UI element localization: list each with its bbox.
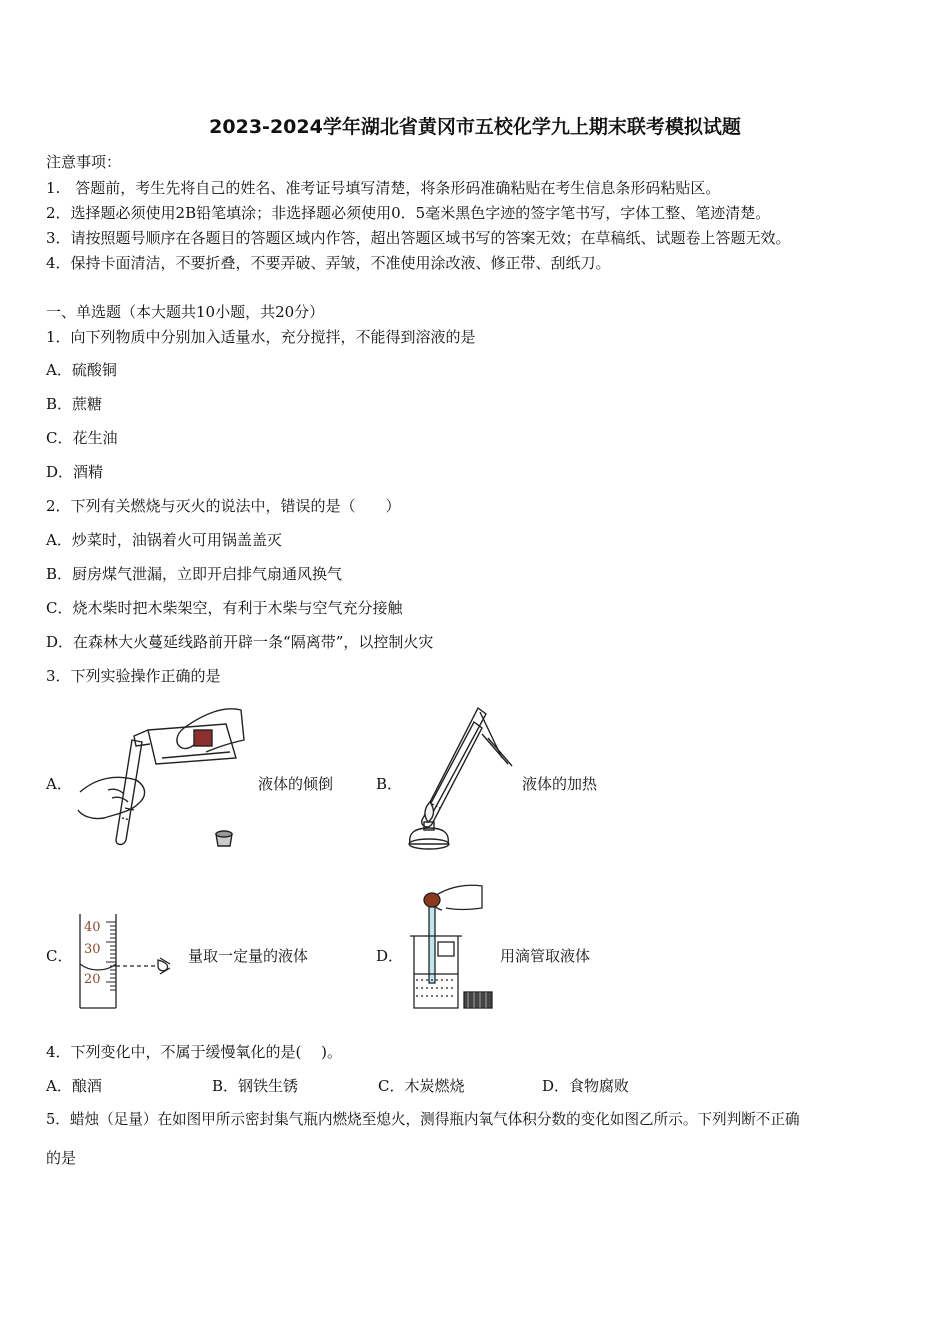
question-1-stem: 1．向下列物质中分别加入适量水，充分搅拌，不能得到溶液的是 xyxy=(46,328,476,346)
question-2-option-b: B．厨房煤气泄漏，立即开启排气扇通风换气 xyxy=(46,565,343,583)
question-3-option-a-caption: 液体的倾倒 xyxy=(258,775,334,793)
question-1-option-c: C．花生油 xyxy=(46,429,118,447)
question-3-stem: 3．下列实验操作正确的是 xyxy=(46,667,221,685)
question-2-option-c: C．烧木柴时把木柴架空，有利于木柴与空气充分接触 xyxy=(46,599,403,617)
question-3-option-c-letter: C． xyxy=(46,947,73,965)
question-4-option-b: B．钢铁生锈 xyxy=(212,1077,299,1095)
question-1-option-d: D．酒精 xyxy=(46,463,104,481)
page-title: 2023-2024学年湖北省黄冈市五校化学九上期末联考模拟试题 xyxy=(209,116,741,138)
pour-liquid-illustration xyxy=(76,700,256,852)
cylinder-mark-30: 30 xyxy=(84,942,101,957)
notice-heading: 注意事项： xyxy=(46,153,122,171)
section-heading: 一、单选题（本大题共10小题，共20分） xyxy=(46,303,325,321)
notice-item: 3．请按照题号顺序在各题目的答题区域内作答，超出答题区域书写的答案无效；在草稿纸、试题卷上答题无效。 xyxy=(46,229,791,247)
notice-item: 4．保持卡面清洁，不要折叠，不要弄破、弄皱，不准使用涂改液、修正带、刮纸刀。 xyxy=(46,254,611,272)
notice-item: 2．选择题必须使用2B铅笔填涂；非选择题必须使用0．5毫米黑色字迹的签字笔书写，字体工整、笔迹清楚。 xyxy=(46,204,771,222)
question-4-stem: 4．下列变化中，不属于缓慢氧化的是( )。 xyxy=(46,1043,343,1061)
question-3-option-a-letter: A． xyxy=(46,775,72,793)
question-4-option-d: D．食物腐败 xyxy=(542,1077,630,1095)
heat-liquid-illustration xyxy=(402,704,516,852)
notice-item: 1. 答题前，考生先将自己的姓名、准考证号填写清楚，将条形码准确粘贴在考生信息条形码粘贴区。 xyxy=(46,179,721,197)
question-5-stem: 5．蜡烛（足量）在如图甲所示密封集气瓶内燃烧至熄火，测得瓶内氧气体积分数的变化如图乙所示。下列判断不正确 xyxy=(46,1111,800,1128)
question-2-option-a: A．炒菜时，油锅着火可用锅盖盖灭 xyxy=(46,531,282,549)
question-3-option-d-caption: 用滴管取液体 xyxy=(500,947,591,965)
question-1-option-a: A．硫酸铜 xyxy=(46,361,117,379)
cylinder-mark-40: 40 xyxy=(84,920,101,935)
question-3-option-d-letter: D． xyxy=(376,947,404,965)
dropper-illustration xyxy=(402,880,496,1014)
question-3-option-c-caption: 量取一定量的液体 xyxy=(188,947,309,965)
question-5-stem-cont: 的是 xyxy=(46,1149,77,1167)
question-3-option-b-letter: B． xyxy=(376,775,403,793)
question-2-option-d: D．在森林大火蔓延线路前开辟一条“隔离带”，以控制火灾 xyxy=(46,633,434,651)
cylinder-mark-20: 20 xyxy=(84,972,101,987)
question-3-option-b-caption: 液体的加热 xyxy=(522,775,598,793)
question-2-stem: 2．下列有关燃烧与灭火的说法中，错误的是（ ） xyxy=(46,497,401,515)
question-4-option-c: C．木炭燃烧 xyxy=(378,1077,465,1095)
question-1-option-b: B．蔗糖 xyxy=(46,395,103,413)
question-4-option-a: A．酿酒 xyxy=(46,1077,102,1095)
